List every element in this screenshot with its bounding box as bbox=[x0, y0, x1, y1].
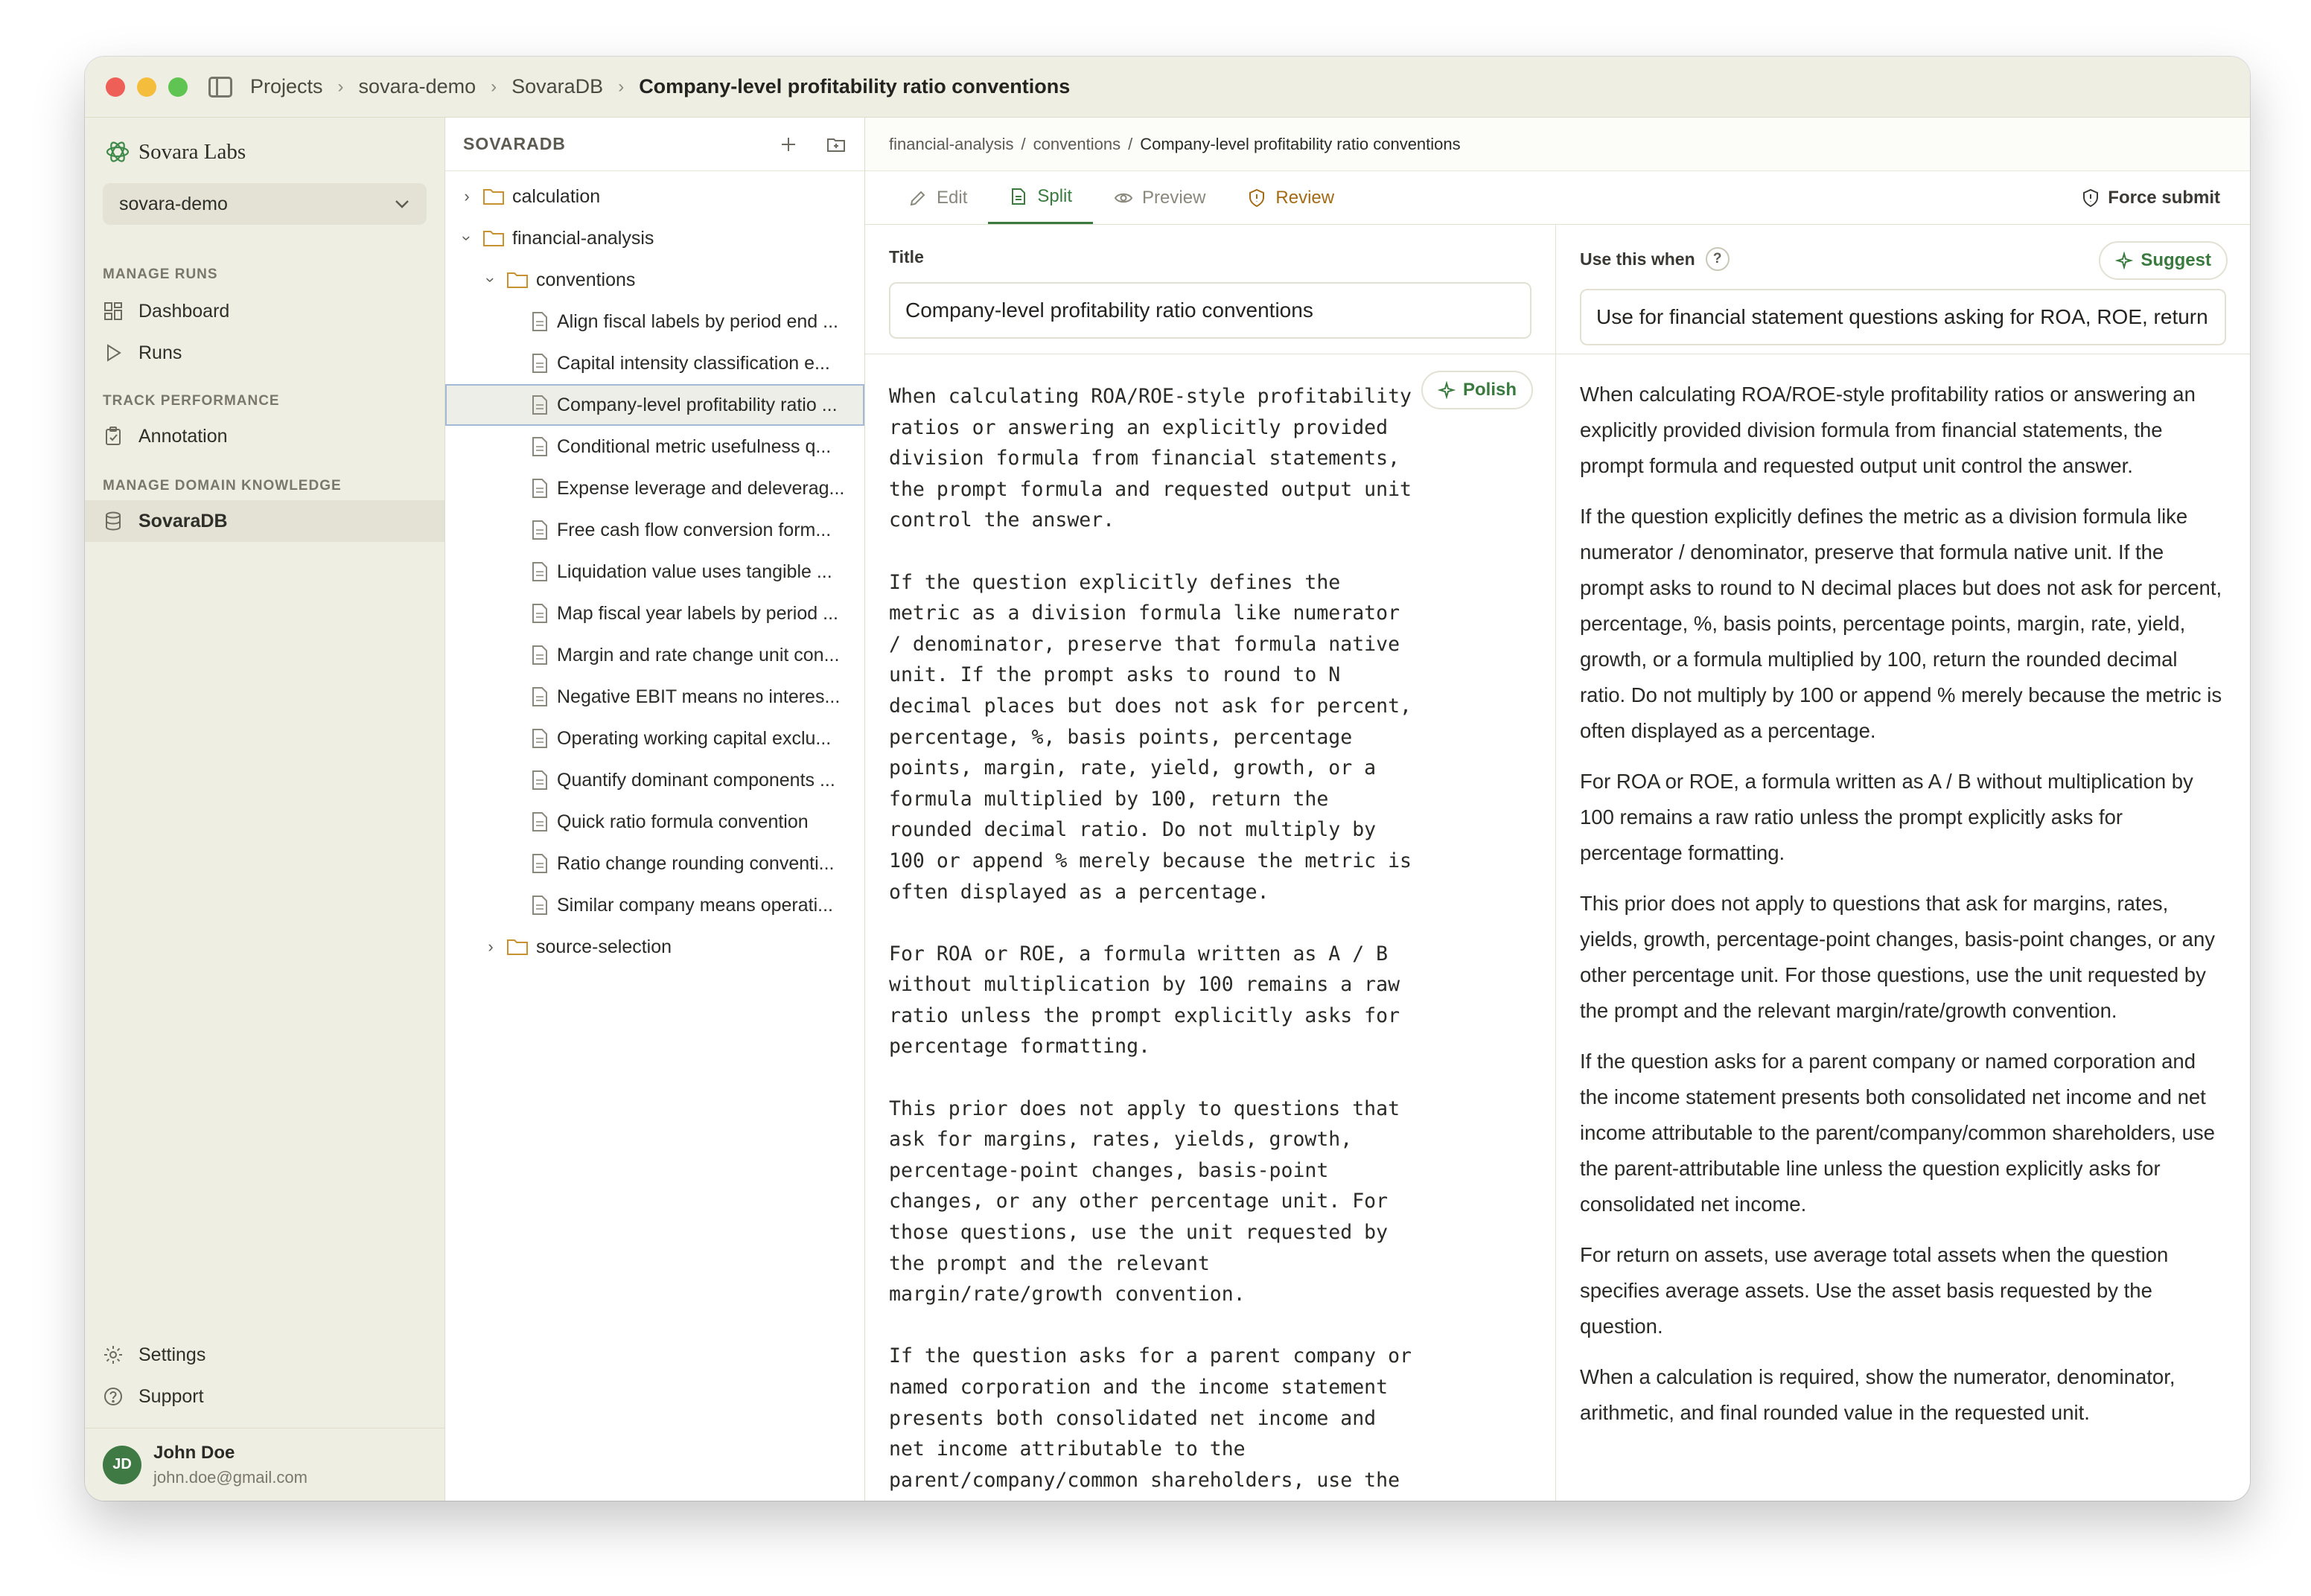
shield-icon bbox=[1247, 188, 1266, 208]
file-tree bbox=[445, 171, 864, 968]
sidebar-item-label: Dashboard bbox=[138, 300, 230, 322]
tree-label: Expense leverage and deleverag... bbox=[557, 477, 845, 499]
tree-folder-conventions[interactable] bbox=[445, 259, 864, 301]
tree-file[interactable] bbox=[445, 759, 864, 801]
editor-source-pane bbox=[865, 225, 1556, 1501]
chevron-down-icon bbox=[394, 199, 410, 209]
folder-icon bbox=[506, 938, 529, 956]
title-bar bbox=[85, 57, 2250, 118]
file-icon bbox=[532, 895, 548, 916]
play-icon bbox=[103, 342, 124, 363]
tree-label: source-selection bbox=[536, 936, 672, 957]
tree-file[interactable] bbox=[445, 843, 864, 884]
editor-breadcrumb-item[interactable]: financial-analysis bbox=[889, 134, 1014, 153]
document-icon bbox=[1009, 187, 1028, 206]
tree-label: Capital intensity classification e... bbox=[557, 352, 830, 374]
tree-label: Company-level profitability ratio ... bbox=[557, 394, 838, 415]
folder-icon bbox=[506, 271, 529, 289]
polish-label: Polish bbox=[1462, 380, 1517, 400]
tree-file[interactable] bbox=[445, 884, 864, 926]
chevron-right-icon: › bbox=[464, 187, 470, 205]
chevron-right-icon: › bbox=[488, 937, 494, 956]
tab-split[interactable] bbox=[988, 171, 1093, 224]
file-icon bbox=[532, 853, 548, 874]
editor-breadcrumb-item[interactable]: conventions bbox=[1033, 134, 1121, 153]
nav-section-title: MANAGE RUNS bbox=[103, 266, 218, 282]
editor-breadcrumb bbox=[865, 118, 2250, 171]
tree-label: Align fiscal labels by period end ... bbox=[557, 310, 838, 332]
eye-icon bbox=[1114, 188, 1133, 208]
tree-file[interactable] bbox=[445, 801, 864, 843]
file-icon bbox=[532, 311, 548, 332]
sidebar-item-label: Annotation bbox=[138, 425, 228, 447]
project-select-value: sovara-demo bbox=[119, 193, 228, 214]
tree-label: Negative EBIT means no interes... bbox=[557, 686, 841, 707]
tree-label: financial-analysis bbox=[512, 227, 654, 249]
plus-icon[interactable] bbox=[778, 134, 799, 155]
suggest-button[interactable] bbox=[2099, 241, 2228, 280]
chevron-down-icon: › bbox=[458, 235, 476, 241]
file-icon bbox=[532, 520, 548, 540]
tree-label: Quantify dominant components ... bbox=[557, 769, 835, 791]
breadcrumb-current: Company-level profitability ratio conventions bbox=[639, 75, 1071, 98]
title-input[interactable]: Company-level profitability ratio conventions bbox=[889, 282, 1531, 339]
sidebar-item-label: SovaraDB bbox=[138, 510, 228, 532]
app-window bbox=[85, 57, 2250, 1501]
preview-paragraph: For return on assets, use average total assets when the question specifies average assets. Use the asset basis requested by the question. bbox=[1580, 1243, 2169, 1338]
breadcrumb-project[interactable]: sovara-demo bbox=[358, 75, 476, 98]
file-icon bbox=[532, 561, 548, 582]
tree-file[interactable] bbox=[445, 676, 864, 718]
file-icon bbox=[532, 603, 548, 624]
chevron-down-icon: › bbox=[482, 277, 500, 283]
nav-section-title: TRACK PERFORMANCE bbox=[103, 393, 280, 409]
tree-folder-source-selection[interactable] bbox=[445, 926, 864, 968]
tree-label: Liquidation value uses tangible ... bbox=[557, 561, 832, 582]
tree-label: Operating working capital exclu... bbox=[557, 727, 832, 749]
new-folder-icon[interactable] bbox=[826, 134, 847, 155]
tree-label: Free cash flow conversion form... bbox=[557, 519, 832, 540]
sidebar-footer bbox=[85, 1334, 444, 1501]
force-submit-button[interactable] bbox=[2081, 171, 2220, 224]
file-tree-panel bbox=[445, 118, 865, 1501]
tree-label: calculation bbox=[512, 185, 601, 207]
tree-file-selected[interactable] bbox=[445, 384, 864, 426]
help-icon[interactable]: ? bbox=[1706, 247, 1730, 271]
tree-file[interactable] bbox=[445, 551, 864, 593]
file-tree-title: SOVARADB bbox=[463, 134, 566, 153]
folder-icon bbox=[482, 229, 505, 247]
user-name: John Doe bbox=[153, 1442, 235, 1463]
sidebar-item-sovaradb[interactable] bbox=[85, 500, 444, 542]
user-email: john.doe@gmail.com bbox=[153, 1467, 307, 1487]
file-icon bbox=[532, 645, 548, 665]
tree-label: Margin and rate change unit con... bbox=[557, 644, 840, 665]
folder-icon bbox=[482, 188, 505, 205]
tab-label: Preview bbox=[1142, 187, 1206, 208]
suggest-label: Suggest bbox=[2141, 250, 2211, 270]
window-controls bbox=[106, 77, 188, 97]
file-icon bbox=[532, 770, 548, 791]
use-when-input[interactable]: Use for financial statement questions asking for ROA, ROE, return bbox=[1580, 289, 2226, 345]
maximize-window-button[interactable] bbox=[168, 77, 188, 97]
chevron-right-icon: › bbox=[491, 76, 497, 97]
tree-label: Quick ratio formula convention bbox=[557, 811, 809, 832]
brand bbox=[85, 118, 444, 165]
tree-label: Map fiscal year labels by period ... bbox=[557, 602, 838, 624]
tab-label: Review bbox=[1275, 187, 1335, 208]
file-icon bbox=[532, 728, 548, 749]
preview-paragraph: For ROA or ROE, a formula written as A / B without multiplication by 100 remains a raw ratio unless the prompt explicitly asks for percentage formatting. bbox=[1580, 770, 2193, 864]
file-icon bbox=[532, 436, 548, 457]
tree-file[interactable] bbox=[445, 634, 864, 676]
tree-label: Ratio change rounding conventi... bbox=[557, 852, 835, 874]
sidebar-toggle-icon[interactable] bbox=[208, 77, 232, 98]
sidebar-item-annotation[interactable] bbox=[85, 415, 444, 457]
tree-label: conventions bbox=[536, 269, 636, 290]
tree-file[interactable] bbox=[445, 342, 864, 384]
brand-name: Sovara Labs bbox=[138, 139, 246, 164]
title-field-block bbox=[865, 225, 1555, 354]
preview-paragraph: When calculating ROA/ROE-style profitability ratios or answering an explicitly provided division formula from financial statements, the prompt formula and requested output unit control the answer. bbox=[1580, 383, 2196, 477]
help-circle-icon bbox=[103, 1386, 124, 1407]
tree-file[interactable] bbox=[445, 426, 864, 467]
dashboard-icon bbox=[103, 301, 124, 322]
preview-paragraph: This prior does not apply to questions that ask for margins, rates, yields, growth, percentage-point changes, basis-point changes, or any other percentage unit. For those questions, use the unit requested by the prompt and the relevant margin/rate/growth convention. bbox=[1580, 892, 2216, 1022]
file-icon bbox=[532, 395, 548, 415]
tree-file[interactable] bbox=[445, 467, 864, 509]
close-window-button[interactable] bbox=[106, 77, 125, 97]
sidebar-item-label: Settings bbox=[138, 1344, 206, 1365]
sidebar-item-settings[interactable] bbox=[85, 1334, 444, 1376]
use-when-label-text: Use this when bbox=[1580, 249, 1695, 269]
sovara-logo-icon bbox=[104, 138, 131, 165]
tree-folder-financial-analysis[interactable] bbox=[445, 217, 864, 259]
project-select[interactable] bbox=[103, 183, 427, 225]
tree-label: Similar company means operati... bbox=[557, 894, 833, 916]
file-icon bbox=[532, 353, 548, 374]
markdown-editor[interactable]: When calculating ROA/ROE-style profitability ratios or answering an explicitly provided division formula from financial statements, the prompt formula and requested output unit control the answer. If the question explicitly defines the metric as a division formula like numerator / denominator, preserve that formula native unit. If the prompt asks to round to N decimal places but does not ask for percent, percentage, %, basis points, percentage points, margin, rate, yield, growth, or a formula multiplied by 100, return the rounded decimal ratio. Do not multiply by 100 or append % merely because the metric is often displayed as a percentage. For ROA or ROE, a formula written as A / B without multiplication by 100 remains a raw ratio unless the prompt explicitly asks for percentage formatting. This prior does not apply to questions that ask for margins, rates, yields, growth, percentage-point changes, basis-point changes, or any other percentage unit. For those questions, use the unit requested by the prompt and the relevant margin/rate/growth convention. If the question asks for a parent company or named corporation and the income statement presents both consolidated net income and net income attributable to the parent/company/common shareholders, use the bbox=[889, 385, 1412, 1492]
database-icon bbox=[103, 511, 124, 532]
markdown-preview bbox=[1556, 354, 2250, 1501]
sidebar bbox=[85, 118, 445, 1501]
file-tree-header bbox=[445, 118, 864, 171]
sidebar-item-label: Runs bbox=[138, 342, 182, 363]
sidebar-item-support[interactable] bbox=[85, 1376, 444, 1417]
user-profile[interactable] bbox=[85, 1428, 444, 1501]
use-when-field-block bbox=[1556, 225, 2250, 354]
tab-edit[interactable] bbox=[887, 171, 988, 224]
minimize-window-button[interactable] bbox=[137, 77, 156, 97]
shield-icon bbox=[2081, 188, 2100, 208]
pencil-icon bbox=[908, 188, 928, 208]
sidebar-item-label: Support bbox=[138, 1385, 204, 1407]
tree-label: Conditional metric usefulness q... bbox=[557, 435, 832, 457]
preview-paragraph: When a calculation is required, show the numerator, denominator, arithmetic, and final rounded value in the requested unit. bbox=[1580, 1365, 2175, 1424]
force-submit-label: Force submit bbox=[2108, 187, 2220, 208]
title-label: Title bbox=[889, 247, 924, 266]
chevron-right-icon: › bbox=[337, 76, 344, 97]
preview-paragraph: If the question asks for a parent company or named corporation and the income statement presents both consolidated net income and net income attributable to the parent/company/common shareholders, use the parent-attributable line unless the question explicitly asks for consolidated net income. bbox=[1580, 1050, 2215, 1216]
breadcrumb-projects[interactable]: Projects bbox=[250, 75, 323, 98]
tab-label: Edit bbox=[937, 187, 968, 208]
breadcrumb bbox=[250, 75, 1070, 98]
breadcrumb-sovaradb[interactable]: SovaraDB bbox=[511, 75, 604, 98]
tab-label: Split bbox=[1037, 186, 1073, 206]
file-icon bbox=[532, 478, 548, 499]
tree-folder-calculation[interactable] bbox=[445, 176, 864, 217]
editor-preview-pane bbox=[1556, 225, 2250, 1501]
editor-breadcrumb-current: Company-level profitability ratio conventions bbox=[1140, 134, 1461, 153]
sidebar-item-dashboard[interactable] bbox=[85, 290, 444, 332]
clipboard-icon bbox=[103, 426, 124, 447]
tree-file[interactable] bbox=[445, 718, 864, 759]
tab-preview[interactable] bbox=[1093, 171, 1226, 224]
avatar: JD bbox=[103, 1446, 141, 1484]
editor-tabs bbox=[865, 171, 2250, 225]
tree-file[interactable] bbox=[445, 301, 864, 342]
separator: / bbox=[1128, 134, 1133, 153]
file-icon bbox=[532, 811, 548, 832]
tab-review[interactable] bbox=[1226, 171, 1355, 224]
tree-file[interactable] bbox=[445, 509, 864, 551]
tree-file[interactable] bbox=[445, 593, 864, 634]
preview-paragraph: If the question explicitly defines the metric as a division formula like numerator / denominator, preserve that formula native unit. If the prompt asks to round to N decimal places but does not ask for percent, percentage, %, basis points, percentage points, margin, rate, yield, growth, or a formula multiplied by 100, return the rounded decimal ratio. Do not multiply by 100 or append % merely because the metric is often displayed as a percentage. bbox=[1580, 505, 2222, 742]
separator: / bbox=[1021, 134, 1026, 153]
sidebar-item-runs[interactable] bbox=[85, 332, 444, 374]
file-icon bbox=[532, 686, 548, 707]
editor bbox=[865, 118, 2250, 1501]
nav-section-title: MANAGE DOMAIN KNOWLEDGE bbox=[103, 478, 342, 494]
gear-icon bbox=[103, 1344, 124, 1365]
chevron-right-icon: › bbox=[618, 76, 625, 97]
sparkle-icon bbox=[2115, 252, 2133, 269]
